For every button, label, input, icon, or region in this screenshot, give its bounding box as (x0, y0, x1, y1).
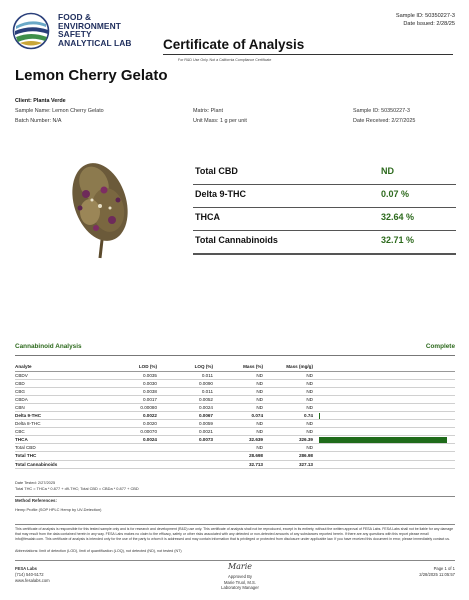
summary-row (193, 185, 456, 207)
divider (15, 496, 455, 497)
mass-pct-cell: ND (219, 444, 269, 452)
info-column-middle (193, 106, 247, 126)
brand-line: FOOD & (58, 12, 92, 22)
product-image (50, 150, 150, 270)
column-header: Mass (mg/g) (269, 363, 319, 371)
analyte-cell: CBDV (15, 371, 107, 379)
approval-block (200, 574, 280, 591)
brand-line: ANALYTICAL LAB (58, 37, 132, 48)
loq-cell (163, 452, 219, 460)
mass-pct-cell: 0.074 (219, 411, 269, 419)
analyte-cell: CBDA (15, 395, 107, 403)
analyte-cell: Total THC (15, 452, 107, 460)
lod-cell: 0.0020 (107, 420, 163, 428)
approved-by: Approved By (228, 574, 252, 579)
lab-phone: (714) 540-5172 (15, 572, 44, 577)
info-column-left (15, 96, 104, 126)
lab-contact (15, 566, 50, 584)
approver-name: Marie Truol, M.S. (224, 579, 256, 585)
loq-cell: 0.0067 (163, 411, 219, 419)
mass-pct-cell: 32.639 (219, 436, 269, 444)
summary-row (193, 162, 456, 184)
table-row (15, 387, 455, 395)
bar-cell (319, 411, 455, 419)
mass-mg-cell: ND (269, 420, 319, 428)
date-tested: Date Tested: 2/27/2025 (15, 480, 56, 485)
abbreviations: Abbreviations: limit of detection (LOD), limit of quantification (LOQ), not detected (ND), not tested (NT) (15, 549, 182, 553)
table-row (15, 436, 455, 444)
table-row (15, 379, 455, 387)
mass-mg-cell: ND (269, 387, 319, 395)
bar-cell (319, 420, 455, 428)
mass-mg-cell: ND (269, 403, 319, 411)
lod-cell: 0.00080 (107, 403, 163, 411)
loq-cell: 0.0021 (163, 428, 219, 436)
product-name: Lemon Cherry Gelato (15, 67, 168, 84)
bar-cell (319, 452, 455, 460)
column-header: Mass (%) (219, 363, 269, 371)
document-title: Certificate of Analysis (163, 37, 305, 52)
analyte-cell: THCA (15, 436, 107, 444)
date-received: Date Received: 2/27/2025 (353, 118, 416, 124)
header-date-issued: Date Issued: 2/28/25 (403, 21, 455, 27)
approver-title: Laboratory Manager (221, 585, 259, 591)
concentration-bar (319, 437, 447, 443)
lod-cell: 0.0030 (107, 379, 163, 387)
mass-pct-cell: ND (219, 395, 269, 403)
bar-cell (319, 460, 455, 468)
table-header-row (15, 363, 455, 371)
summary-value: 0.07 % (381, 189, 410, 199)
sample-name: Sample Name: Lemon Cherry Gelato (15, 108, 104, 114)
column-header: Analyte (15, 363, 107, 371)
mass-mg-cell: ND (269, 395, 319, 403)
title-divider (163, 54, 453, 55)
table-row (15, 452, 455, 460)
header-sample-id: Sample ID: 50350227-3 (395, 13, 455, 19)
mass-mg-cell: 286.98 (269, 452, 319, 460)
summary-value: 32.71 % (381, 235, 415, 245)
summary-row (193, 208, 456, 230)
loq-cell: 0.011 (163, 371, 219, 379)
method-heading: Method References: (15, 498, 57, 503)
bar-cell (319, 387, 455, 395)
mass-pct-cell: 32.713 (219, 460, 269, 468)
mass-mg-cell: 0.74 (269, 411, 319, 419)
matrix: Matrix: Plant (193, 108, 223, 114)
analyte-cell: Delta 8-THC (15, 420, 107, 428)
legal-text: This certificate of analysis is responsible for this tested sample only and is for research and development (R&D) use only. This certificate of analysis shall not be reproduced, except in its entirety, without the written approval of FESA Labs. FESA Labs shall not be liable for any damage that may result from the data contained herein in any way. FESA Labs makes no claim to the efficacy, safety or other risks associated with any detected or non-detected amounts of any substances reported herein. If there are any questions with this report please email info@fesalab.com. This certificate of analysis is intended only for the use of the party to whom it is addressed and may contain information that is privileged or protected from disclosure under applicable law. If you have received this document in error, please immediately contact us. (15, 527, 454, 541)
analysis-status: Complete (425, 343, 455, 350)
table-row (15, 403, 455, 411)
disclaimer-text: For R&D Use Only. Not a California Compliance Certificate (178, 58, 272, 62)
analyte-cell: CBN (15, 403, 107, 411)
mass-mg-cell: ND (269, 444, 319, 452)
column-header: LOQ (%) (163, 363, 219, 371)
lod-cell (107, 452, 163, 460)
summary-label: Delta 9-THC (195, 189, 247, 199)
lab-website: www.fesalabs.com (15, 578, 50, 583)
method-text: Hemp Profile (SOP HPLC Hemp by UV-Detection) (15, 507, 102, 512)
bar-cell (319, 379, 455, 387)
analyte-cell: CBD (15, 379, 107, 387)
table-row (15, 411, 455, 419)
lod-cell: 0.0024 (107, 436, 163, 444)
loq-cell (163, 444, 219, 452)
analyte-cell: CBG (15, 387, 107, 395)
mass-mg-cell: 326.39 (269, 436, 319, 444)
lab-name: FESA Labs (15, 566, 37, 571)
cannabinoid-table (15, 363, 455, 469)
fesa-logo (12, 12, 54, 50)
info-sample-id: Sample ID: 50350227-3 (353, 108, 410, 114)
mass-mg-cell: ND (269, 379, 319, 387)
signature: Marie (227, 562, 253, 571)
loq-cell: 0.0059 (163, 420, 219, 428)
batch-number: Batch Number: N/A (15, 118, 62, 124)
summary-label: Total CBD (195, 166, 238, 176)
mass-pct-cell: ND (219, 387, 269, 395)
analyte-cell: Total CBD (15, 444, 107, 452)
lod-cell: 0.0035 (107, 371, 163, 379)
divider (15, 560, 455, 561)
table-row (15, 420, 455, 428)
summary-label: Total Cannabinoids (195, 235, 278, 245)
analyte-cell: CBC (15, 428, 107, 436)
table-row (15, 371, 455, 379)
table-row (15, 395, 455, 403)
table-row (15, 444, 455, 452)
mass-pct-cell: ND (219, 420, 269, 428)
analyte-cell: Delta 9-THC (15, 411, 107, 419)
lod-cell (107, 444, 163, 452)
bar-cell (319, 403, 455, 411)
table-row (15, 460, 455, 468)
brand-line: ENVIRONMENT (58, 20, 121, 31)
lod-cell (107, 460, 163, 468)
table-row (15, 428, 455, 436)
column-header-blank (319, 363, 455, 371)
brand-line: SAFETY (58, 29, 92, 40)
summary-row (193, 231, 456, 253)
unit-mass: Unit Mass: 1 g per unit (193, 118, 247, 124)
loq-cell: 0.0024 (163, 403, 219, 411)
brand-name (58, 13, 178, 47)
page-info (419, 566, 455, 578)
loq-cell: 0.011 (163, 387, 219, 395)
mass-pct-cell: 28.698 (219, 452, 269, 460)
lod-cell: 0.0038 (107, 387, 163, 395)
bar-cell (319, 436, 455, 444)
print-timestamp: 2/28/2025 11:05:57 (419, 572, 455, 577)
bar-cell (319, 428, 455, 436)
page-number: Page 1 of 1 (433, 566, 455, 571)
analysis-title: Cannabinoid Analysis (15, 343, 82, 350)
mass-pct-cell: ND (219, 403, 269, 411)
mass-mg-cell: ND (269, 371, 319, 379)
summary-label: THCA (195, 212, 220, 222)
analyte-cell: Total Cannabinoids (15, 460, 107, 468)
concentration-bar (319, 413, 320, 419)
info-column-right (353, 106, 415, 126)
column-header: LOD (%) (107, 363, 163, 371)
summary-value: ND (381, 166, 394, 176)
bar-cell (319, 395, 455, 403)
loq-cell: 0.0073 (163, 436, 219, 444)
mass-pct-cell: ND (219, 371, 269, 379)
mass-mg-cell: ND (269, 428, 319, 436)
bar-cell (319, 371, 455, 379)
bar-cell (319, 444, 455, 452)
loq-cell: 0.0052 (163, 395, 219, 403)
total-formula: Total THC = THCa * 0.877 + d9-THC; Total CBD = CBDa * 0.877 + CBD (15, 486, 139, 491)
loq-cell (163, 460, 219, 468)
header-meta (396, 12, 455, 28)
mass-pct-cell: ND (219, 428, 269, 436)
mass-mg-cell: 327.13 (269, 460, 319, 468)
lod-cell: 0.0022 (107, 411, 163, 419)
loq-cell: 0.0090 (163, 379, 219, 387)
analysis-divider (15, 355, 455, 356)
summary-divider (193, 253, 456, 255)
lod-cell: 0.0017 (107, 395, 163, 403)
mass-pct-cell: ND (219, 379, 269, 387)
lod-cell: 0.00070 (107, 428, 163, 436)
client-label: Client: Planta Verde (15, 98, 66, 104)
divider (15, 524, 455, 525)
summary-value: 32.64 % (381, 212, 415, 222)
